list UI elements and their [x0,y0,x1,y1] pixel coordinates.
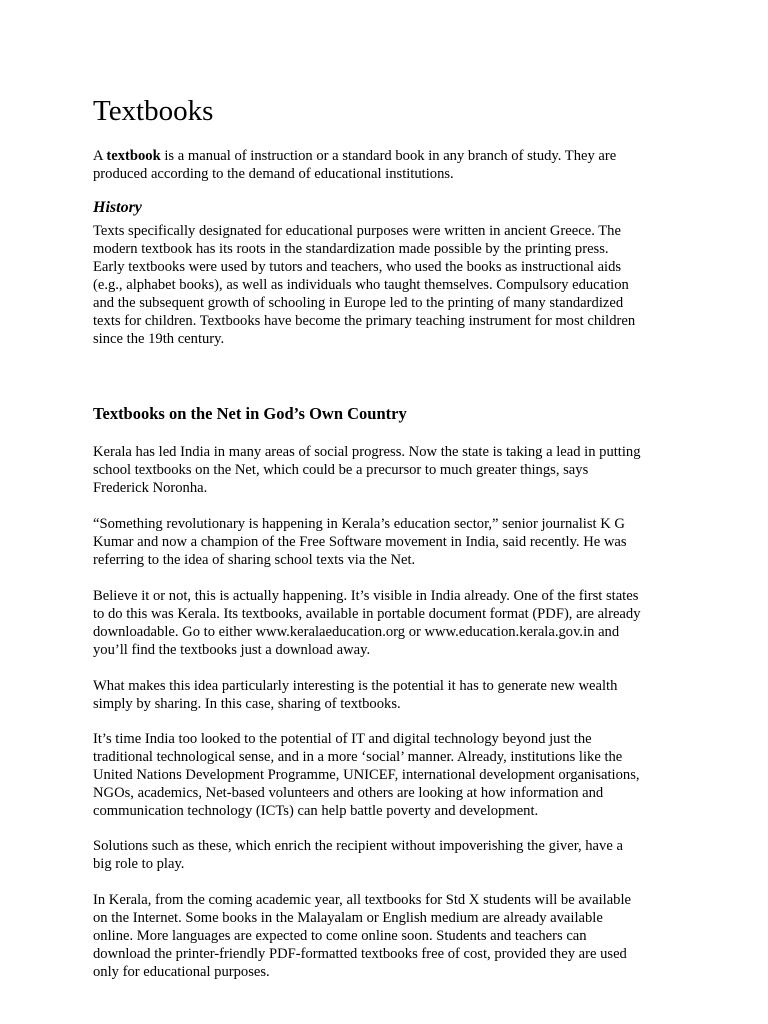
history-line: modern textbook has its roots in the standardization made possible by the printing press. [93,241,609,257]
article-line: Kerala has led India in many areas of social progress. Now the state is taking a lead in putting [93,444,641,460]
article-line: on the Internet. Some books in the Malayalam or English medium are already available [93,910,603,926]
article-paragraph-5 [93,730,693,820]
article-line: to do this was Kerala. Its textbooks, available in portable document format (PDF), are already [93,606,641,622]
article-line: referring to the idea of sharing school texts via the Net. [93,552,416,568]
article-line: downloadable. Go to either www.keralaeducation.org or www.education.kerala.gov.in and [93,624,620,640]
article-line: only for educational purposes. [93,964,270,980]
intro-line-2: produced according to the demand of educational institutions. [93,166,454,182]
article-line: simply by sharing. In this case, sharing of textbooks. [93,696,401,712]
article-line: school textbooks on the Net, which could be a precursor to much greater things, says [93,462,589,478]
history-line: Texts specifically designated for educational purposes were written in ancient Greece. The [93,223,621,239]
page-title: Textbooks [93,95,214,127]
article-paragraph-7 [93,891,693,981]
article-line: online. More languages are expected to come online soon. Students and teachers can [93,928,587,944]
article-line: Solutions such as these, which enrich the recipient without impoverishing the giver, have a [93,838,623,854]
article-line: It’s time India too looked to the potential of IT and digital technology beyond just the [93,731,592,747]
history-line: Early textbooks were used by tutors and teachers, who used the books as instructional aids [93,259,622,275]
article-line: “Something revolutionary is happening in Kerala’s education sector,” senior journalist K G [93,516,625,532]
article-line: NGOs, academics, Net-based volunteers and others are looking at how information and [93,785,604,801]
history-paragraph [93,222,693,348]
article-line: big role to play. [93,856,185,872]
intro-term: textbook [106,148,161,164]
article-line: In Kerala, from the coming academic year, all textbooks for Std X students will be available [93,892,631,908]
history-line: (e.g., alphabet books), as well as individuals who taught themselves. Compulsory education [93,277,629,293]
article-line: Kumar and now a champion of the Free Software movement in India, said recently. He was [93,534,627,550]
article-line: What makes this idea particularly interesting is the potential it has to generate new wealth [93,678,618,694]
intro-prefix: A [93,148,107,164]
article-line: communication technology (ICTs) can help battle poverty and development. [93,803,539,819]
article-paragraph-4 [93,677,693,713]
history-line: and the subsequent growth of schooling in Europe led to the printing of many standardized [93,295,624,311]
article-paragraph-1 [93,443,693,497]
article-line: download the printer-friendly PDF-formatted textbooks free of cost, provided they are used [93,946,627,962]
intro-line-1-rest: is a manual of instruction or a standard book in any branch of study. They are [160,148,617,164]
history-line: texts for children. Textbooks have become the primary teaching instrument for most children [93,313,636,329]
intro-paragraph [93,147,693,183]
article-line: Believe it or not, this is actually happening. It’s visible in India already. One of the first states [93,588,639,604]
article-line: traditional technological sense, and in a more ‘social’ manner. Already, institutions like the [93,749,623,765]
history-line: since the 19th century. [93,331,225,347]
article-heading: Textbooks on the Net in God’s Own Country [93,404,407,423]
article-paragraph-6 [93,837,693,873]
article-line: Frederick Noronha. [93,480,208,496]
article-line: United Nations Development Programme, UNICEF, international development organisations, [93,767,640,783]
history-heading: History [93,199,142,216]
article-paragraph-2 [93,515,693,569]
article-line: you’ll find the textbooks just a download away. [93,642,371,658]
article-paragraph-3 [93,587,693,659]
intro-line-1 [93,147,693,165]
